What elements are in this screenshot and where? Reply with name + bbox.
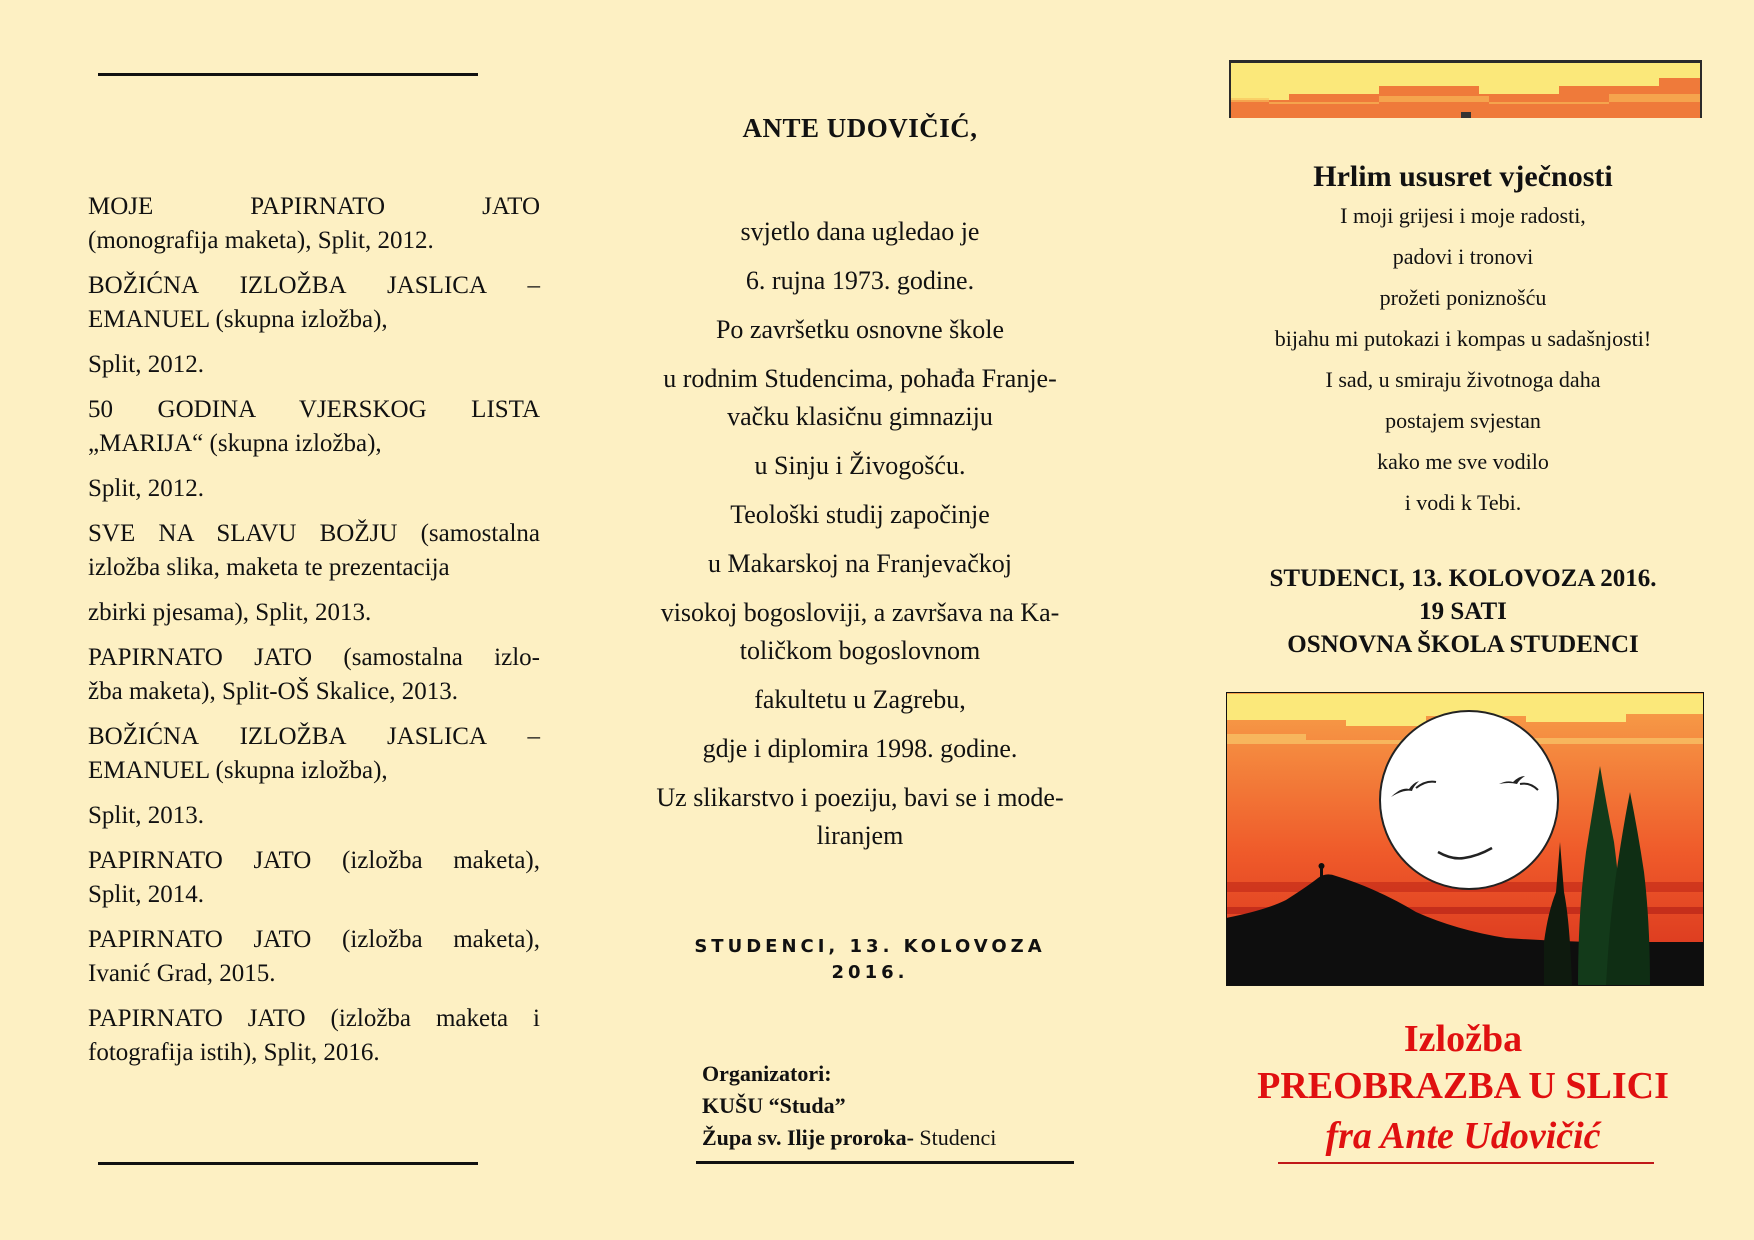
exhibition-entry <box>88 190 540 258</box>
exhibition-entry <box>88 720 540 788</box>
date-line-2: 2016. <box>831 962 909 983</box>
bio-line: u rodnim Studencima, pohađa Franje- <box>663 364 1057 393</box>
exhibition-entry-line-2: fotografija istih), Split, 2016. <box>88 1039 380 1066</box>
organizer-2-place: Studenci <box>913 1125 997 1150</box>
exhibition-title: PREOBRAZBA U SLICI <box>1257 1065 1669 1107</box>
poem-line: padovi i tronovi <box>1392 244 1534 269</box>
bio-paragraph <box>620 262 1100 300</box>
bio-line: Teološki studij započinje <box>730 500 990 529</box>
event-time: 19 SATI <box>1419 598 1507 625</box>
exhibition-entry-line-1: PAPIRNATO JATO (samostalna izlo- <box>88 644 540 671</box>
event-venue: OSNOVNA ŠKOLA STUDENCI <box>1287 631 1639 658</box>
poem-line: i vodi k Tebi. <box>1404 490 1522 515</box>
author-name: ANTE UDOVIČIĆ, <box>742 113 978 143</box>
bio-line: svjetlo dana ugledao je <box>740 217 980 246</box>
exhibition-entry-line-2: (monografija maketa), Split, 2012. <box>88 227 434 254</box>
exhibition-entry <box>88 393 540 461</box>
bio-line: toličkom bogoslovnom <box>739 636 981 665</box>
exhibition-author: fra Ante Udovičić <box>1325 1115 1601 1157</box>
poem-title: Hrlim ususret vječnosti <box>1313 160 1613 193</box>
top-left-rule <box>98 73 478 76</box>
poem-line: kako me sve vodilo <box>1377 449 1549 474</box>
exhibition-label: Izložba <box>1403 1018 1523 1060</box>
exhibition-entry-line-2: „MARIJA“ (skupna izložba), <box>88 430 382 457</box>
date-line-1: STUDENCI, 13. KOLOVOZA <box>694 936 1046 957</box>
bio-line: vačku klasičnu gimnaziju <box>727 402 993 431</box>
exhibition-entry-line-1: BOŽIĆNA IZLOŽBA JASLICA – <box>88 723 540 750</box>
bio-line: fakultetu u Zagrebu, <box>754 685 966 714</box>
bio-line: u Sinju i Živogošću. <box>754 451 966 480</box>
sunset-strip-image <box>1229 60 1702 118</box>
poem-line: I moji grijesi i moje radosti, <box>1340 203 1586 228</box>
poem-text <box>1230 195 1696 523</box>
exhibition-entry-line-1: 50 GODINA VJERSKOG LISTA <box>88 396 540 423</box>
bio-paragraph <box>620 311 1100 349</box>
bio-line: liranjem <box>816 821 904 850</box>
exhibition-entry <box>88 517 540 585</box>
bio-paragraph <box>620 545 1100 583</box>
exhibition-entry <box>88 1002 540 1070</box>
exhibition-entry-line-1: MOJE PAPIRNATO JATO <box>88 193 540 220</box>
organizers-rule <box>696 1161 1074 1164</box>
sunset-painting-image <box>1226 692 1704 986</box>
bio-line: gdje i diplomira 1998. godine. <box>702 734 1018 763</box>
exhibition-entry-line-1: SVE NA SLAVU BOŽJU (samostalna <box>88 520 540 547</box>
exhibition-entry-line-2: EMANUEL (skupna izložba), <box>88 757 388 784</box>
organizer-2: Župa sv. Ilije proroka- <box>702 1125 914 1150</box>
exhibition-entry <box>88 799 540 833</box>
exhibition-list <box>88 190 540 1081</box>
exhibition-entry-line-1: PAPIRNATO JATO (izložba maketa i <box>88 1005 540 1032</box>
bio-paragraph <box>620 213 1100 251</box>
exhibition-entry-line-2: EMANUEL (skupna izložba), <box>88 306 388 333</box>
exhibition-entry <box>88 472 540 506</box>
poem-line: postajem svjestan <box>1385 408 1541 433</box>
exhibition-entry <box>88 641 540 709</box>
exhibition-entry-line-2: žba maketa), Split-OŠ Skalice, 2013. <box>88 678 459 705</box>
exhibition-entry <box>88 844 540 912</box>
bio-paragraph <box>620 730 1100 768</box>
poem-line: I sad, u smiraju životnoga daha <box>1325 367 1601 392</box>
bio-line: 6. rujna 1973. godine. <box>745 266 975 295</box>
exhibition-entry-line-1: PAPIRNATO JATO (izložba maketa), <box>88 847 540 874</box>
event-date: STUDENCI, 13. KOLOVOZA 2016. <box>1269 565 1657 592</box>
bio-paragraph <box>620 779 1100 855</box>
bio-paragraph <box>620 496 1100 534</box>
exhibition-entry-line-1: BOŽIĆNA IZLOŽBA JASLICA – <box>88 272 540 299</box>
organizers-block <box>702 1058 996 1154</box>
exhibition-entry-line-2: Split, 2013. <box>88 802 204 829</box>
exhibition-entry <box>88 348 540 382</box>
bio-paragraph <box>620 681 1100 719</box>
bio-line: u Makarskoj na Franjevačkoj <box>708 549 1012 578</box>
exhibition-entry <box>88 269 540 337</box>
date-block <box>690 934 1050 986</box>
exhibition-entry-line-1: PAPIRNATO JATO (izložba maketa), <box>88 926 540 953</box>
bottom-left-rule <box>98 1162 478 1165</box>
bio-paragraph <box>620 594 1100 670</box>
event-info <box>1230 562 1696 661</box>
bio-paragraph <box>620 360 1100 436</box>
exhibition-entry <box>88 923 540 991</box>
bio-line: Po završetku osnovne škole <box>715 315 1005 344</box>
exhibition-entry-line-2: zbirki pjesama), Split, 2013. <box>88 599 372 626</box>
exhibition-entry-line-2: Split, 2012. <box>88 351 204 378</box>
poem-line: prožeti poniznošću <box>1379 285 1547 310</box>
organizer-1: KUŠU “Studa” <box>702 1093 846 1118</box>
poem-line: bijahu mi putokazi i kompas u sadašnjosti! <box>1274 326 1652 351</box>
bio-line: visokoj bogosloviji, a završava na Ka- <box>660 598 1060 627</box>
author-biography <box>620 213 1100 866</box>
exhibition-entry-line-2: Split, 2012. <box>88 475 204 502</box>
bio-line: Uz slikarstvo i poeziju, bavi se i mode- <box>656 783 1064 812</box>
title-underline-rule <box>1278 1162 1654 1164</box>
bio-paragraph <box>620 447 1100 485</box>
exhibition-entry <box>88 596 540 630</box>
exhibition-entry-line-2: izložba slika, maketa te prezentacija <box>88 554 450 581</box>
exhibition-entry-line-2: Ivanić Grad, 2015. <box>88 960 276 987</box>
organizers-label: Organizatori: <box>702 1061 832 1086</box>
exhibition-entry-line-2: Split, 2014. <box>88 881 204 908</box>
